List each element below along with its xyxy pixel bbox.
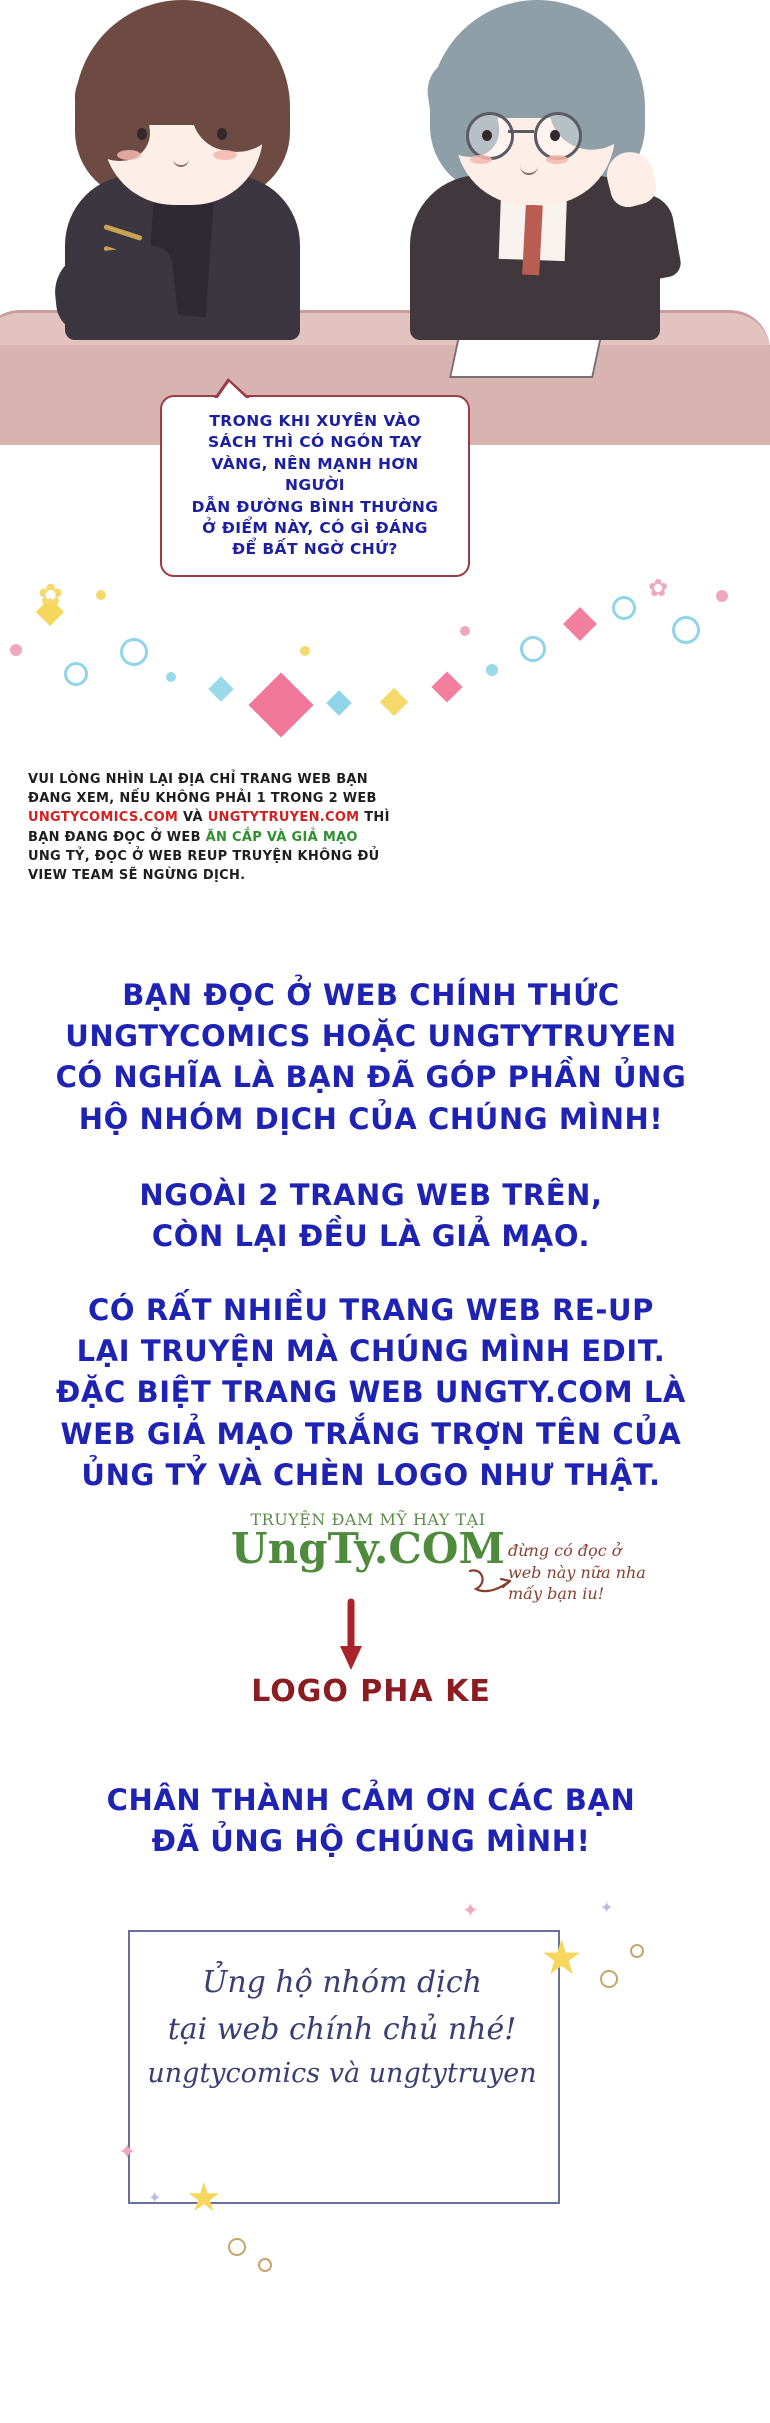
speech-bubble (160, 395, 470, 577)
warn-line-4-pre: BẠN ĐANG ĐỌC Ở WEB (28, 829, 201, 845)
blush-left (117, 150, 141, 160)
note-line-1: đừng có đọc ở (508, 1541, 622, 1560)
confetti-square (380, 688, 408, 716)
message-block-4 (0, 1780, 742, 1862)
warn-site-2: UNGTYTRUYEN.COM (207, 810, 360, 826)
confetti-ring (120, 638, 148, 666)
confetti-ring (258, 2258, 272, 2272)
speech-line-4: DẪN ĐƯỜNG BÌNH THƯỜNG (191, 497, 439, 516)
eye-right (550, 130, 560, 141)
confetti-ring (520, 636, 546, 662)
footer-note (128, 1960, 556, 2095)
site-warning-text (28, 770, 408, 885)
message-3-line-4: WEB GIẢ MẠO TRẮNG TRỢN TÊN CỦA (60, 1416, 682, 1451)
message-1-line-3: CÓ NGHĨA LÀ BẠN ĐÃ GÓP PHẦN ỦNG (55, 1060, 687, 1095)
warn-and: VÀ (183, 810, 203, 826)
confetti-dot (10, 644, 22, 656)
note-line-2: web này nữa nha (508, 1562, 646, 1582)
star-icon: ✦ (600, 1898, 614, 1917)
confetti-dot (166, 672, 176, 682)
confetti-dot (460, 626, 470, 636)
flower-icon: ✿ (648, 574, 669, 602)
message-2-line-1: NGOÀI 2 TRANG WEB TRÊN, (139, 1178, 603, 1212)
message-4-line-1: CHÂN THÀNH CẢM ƠN CÁC BẠN (106, 1783, 636, 1817)
message-4-line-2: ĐÃ ỦNG HỘ CHÚNG MÌNH! (151, 1824, 591, 1859)
message-3-line-3: ĐẶC BIỆT TRANG WEB UNGTY.COM LÀ (56, 1375, 686, 1410)
confetti-dot (96, 590, 106, 600)
fake-logo-tagline: TRUYỆN ĐAM MỸ HAY TẠI (250, 1510, 486, 1529)
message-3-line-5: ỦNG TỶ VÀ CHÈN LOGO NHƯ THẬT. (81, 1457, 661, 1492)
speech-line-2: SÁCH THÌ CÓ NGÓN TAY (208, 433, 422, 452)
warn-line-6: VIEW TEAM SẼ NGỪNG DỊCH. (28, 868, 246, 884)
message-3-line-2: LẠI TRUYỆN MÀ CHÚNG MÌNH EDIT. (76, 1334, 666, 1369)
speech-bubble-tail-inner (217, 382, 247, 399)
message-block-3 (0, 1290, 742, 1496)
flower-icon: ✿ (38, 578, 64, 613)
speech-line-1: TRONG KHI XUYÊN VÀO (209, 412, 421, 430)
footer-line-1: Ủng hộ nhóm dịch (202, 1965, 482, 2000)
confetti-square (563, 607, 597, 641)
message-1-line-4: HỘ NHÓM DỊCH CỦA CHÚNG MÌNH! (78, 1101, 664, 1136)
confetti-square (431, 671, 462, 702)
confetti-ring (672, 616, 700, 644)
speech-line-3: VÀNG, NÊN MẠNH HƠN NGƯỜI (211, 454, 419, 495)
footer-line-2: tại web chính chủ nhé! (167, 2011, 517, 2047)
note-line-3: mấy bạn iu! (508, 1584, 605, 1604)
star-icon: ★ (540, 1930, 584, 1986)
confetti-square (326, 690, 351, 715)
message-1-line-2: UNGTYCOMICS HOẶC UNGTYTRUYEN (65, 1019, 677, 1054)
confetti-ring (228, 2238, 246, 2256)
message-block-2 (0, 1175, 742, 1257)
confetti-ring (630, 1944, 644, 1958)
fake-logo-note (508, 1540, 668, 1605)
fake-logo-name: UngTy.COM (231, 1524, 505, 1573)
warn-line-4-green: ĂN CẮP VÀ GIẢ MẠO (205, 829, 358, 845)
confetti-square (208, 676, 233, 701)
warn-site-1: UNGTYCOMICS.COM (28, 810, 179, 826)
eye-left (137, 128, 147, 140)
brown-haired-character (55, 0, 315, 360)
message-block-1 (0, 975, 742, 1140)
fake-logo (228, 1510, 508, 1571)
confetti-ring (612, 596, 636, 620)
eye-right (217, 128, 227, 140)
star-icon: ✦ (148, 2188, 162, 2207)
blush-right (213, 150, 237, 160)
message-1-line-1: BẠN ĐỌC Ở WEB CHÍNH THỨC (122, 978, 620, 1012)
confetti-decoration (0, 560, 742, 720)
speech-line-5: Ở ĐIỂM NÀY, CÓ GÌ ĐÁNG (202, 518, 428, 537)
warn-line-1: VUI LÒNG NHÌN LẠI ĐỊA CHỈ TRANG WEB BẠN (28, 772, 368, 787)
warn-line-3-tail: THÌ (364, 810, 390, 826)
star-icon: ✦ (462, 1898, 479, 1922)
down-arrow-icon (338, 1600, 364, 1672)
footer-line-3: ungtycomics và ungtytruyen (147, 2058, 537, 2089)
confetti-dot (486, 664, 498, 676)
fake-logo-label: LOGO PHA KE (251, 1674, 491, 1709)
speech-line-6: ĐỂ BẤT NGỜ CHỨ? (232, 540, 398, 559)
message-3-line-1: CÓ RẤT NHIỀU TRANG WEB RE-UP (88, 1293, 654, 1327)
eye-left (482, 130, 492, 141)
blush-right (546, 155, 568, 164)
confetti-dot (716, 590, 728, 602)
grey-haired-character-with-glasses (400, 0, 700, 360)
confetti-square (248, 672, 313, 737)
confetti-ring (64, 662, 88, 686)
confetti-dot (300, 646, 310, 656)
warn-line-5: UNG TỶ, ĐỌC Ở WEB REUP TRUYỆN KHÔNG ĐỦ (28, 848, 380, 864)
confetti-ring (600, 1970, 618, 1988)
glasses-bridge (508, 130, 534, 133)
warn-line-2: ĐANG XEM, NẾU KHÔNG PHẢI 1 TRONG 2 WEB (28, 791, 377, 807)
star-icon: ★ (186, 2175, 222, 2221)
star-icon: ✦ (118, 2140, 137, 2165)
comic-panel-scene (0, 0, 742, 559)
message-2-line-2: CÒN LẠI ĐỀU LÀ GIẢ MẠO. (151, 1219, 591, 1254)
blush-left (470, 155, 492, 164)
